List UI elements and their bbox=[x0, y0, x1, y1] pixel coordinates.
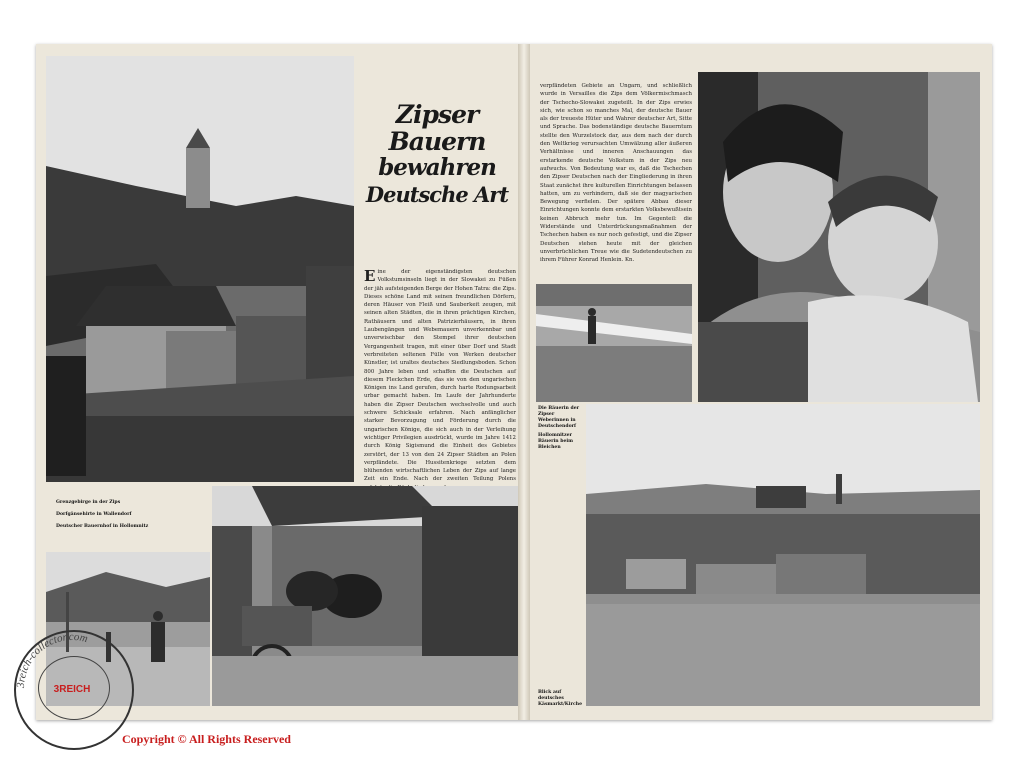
photo-town-river bbox=[46, 56, 354, 482]
caption-block-right-middle bbox=[538, 406, 586, 450]
page-gutter bbox=[518, 44, 530, 720]
article-signature: Kn. bbox=[625, 257, 635, 264]
article-text-1: ine der eigenständigsten deutschen Volkstumsinseln liegt in der Slowakei zu Füßen der jäh aufsteigenden Berge der Hohen Tatra: die Zips. Dieses schöne Land mit seinen freundlichen Dörfern, deren Häuser von Fleiß und Sauberkeit zeugen, mit seinen alten Städten, die in ihren prächtigen Kirchen, Rathäusern und alten Patrizierhäusern, in ihren Laubengängen und Webemauern unverkennbar und unverwischbar den Stempel ihrer deutschen Vergangenheit tragen, mit einer über Dorf und Stadt verbreiteten seltenen Fülle von Werken deutscher Künstler, ist uraltes deutsches Siedlungsboden. Schon 800 Jahre leben und schaffen die Deutschen auf diesem Fleckchen Erde, das sie von den ungarischen Königen ins Land gerufen, durch harte Rodungsarbeit urbar gemacht haben. Im Laufe der Jahrhunderte haben die Zipser Deutschen wechselvolle und auch schwere Schicksale erfahren. Nach anfänglicher starker Bevorzugung und Förderung durch die ungarischen Könige, die sich auch in der Verleihung wichtiger Privilegien ausdrückt, wurde im Jahre 1412 durch König Sigismund die Einheit des Gebietes zerstört, der 13 von den 24 Zipser Städten an Polen verpfändete. Die Hussitenkriege setzten dem blühenden wirtschaftlichen Leben der Zips auf lange Zeit ein Ende. Nach der zweiten Teilung Polens bbox=[364, 269, 516, 483]
headline bbox=[356, 100, 518, 220]
caption-left-2: Dorfgänsehirte in Wallendorf bbox=[56, 512, 132, 517]
photo-linen-bleaching bbox=[536, 284, 692, 402]
copyright-notice: Copyright © All Rights Reserved bbox=[122, 732, 291, 746]
svg-text:3reich-collector.com bbox=[15, 631, 89, 689]
caption-right-1: Die Bäuerin der Zipser Weberinnen in Deutschendorf bbox=[538, 406, 580, 429]
watermark-stamp-text bbox=[14, 630, 130, 746]
headline-line-1: Zipser bbox=[395, 100, 479, 129]
headline-line-3: bewahren bbox=[378, 154, 496, 181]
caption-block-left bbox=[56, 500, 206, 550]
photo-mother-child bbox=[698, 72, 980, 402]
article-column-1 bbox=[364, 267, 516, 483]
caption-left-1: Grenzgebirge in der Zips bbox=[56, 500, 121, 505]
headline-line-4: Deutsche Art bbox=[365, 182, 509, 207]
caption-right-2: Hollomnitzer Bäuerin beim Bleichen bbox=[538, 433, 573, 450]
caption-block-right-bottom bbox=[538, 690, 584, 710]
stamp-ring-text: 3reich-collector.com bbox=[14, 630, 89, 689]
dropcap-letter: E bbox=[364, 267, 376, 285]
photo-farmyard bbox=[212, 486, 518, 706]
caption-right-3: Blick auf deutsches Käsmarkt/Kirche bbox=[538, 690, 583, 707]
caption-left-3: Deutscher Bauernhof in Hollomnitz bbox=[56, 524, 149, 529]
photo-landscape-town bbox=[586, 404, 980, 706]
article-text-2: verpfändeten Gebiete an Ungarn, und schließlich wurde in Versailles die Zips dem Völkermischmasch der Tschecho-Slowakei zugeteilt. In der Zips erwies sich, wie schon so manches Mal, der deutsche Bauer als der treueste Hüter und Wahrer deutscher Art, Sitte und Sprache. Das bodenständige deutsche Bauerntum stellte den Wurzelstock dar, aus dem nach der durch den Weltkrieg verursachten Umwälzung aller äußeren Verhältnisse und inneren Anschauungen das erstarkende deutsche Volkstum in der Zips neu aufwuchs. Von Bedeutung war es, daß die Tschechen den Zipser Deutschen nach der Eingliederung in ihren Staat zunächst ihre kulturellen Einrichtungen belassen hatten, um zu verhindern, daß sie der magyarischen Bewegung verfielen. Der spätere Abbau dieser Einrichtungen konnte dem erstarkten Volksbewußtsein keinen Abbruch mehr tun. Im Gegenteil: die Widerstände und Unterdrückungsmaßnahmen der Tschechen haben es nur noch gefestigt, und die Zipser Deutschen stehen heute mit der gleichen unverbrüchlichen Treue wie die Sudetendeutschen zu ihrem Führer Konrad Henlein. bbox=[540, 83, 692, 264]
stamp-center-text: 3REICH bbox=[53, 684, 91, 695]
headline-line-2: Bauern bbox=[388, 127, 486, 156]
article-column-2 bbox=[540, 82, 692, 282]
